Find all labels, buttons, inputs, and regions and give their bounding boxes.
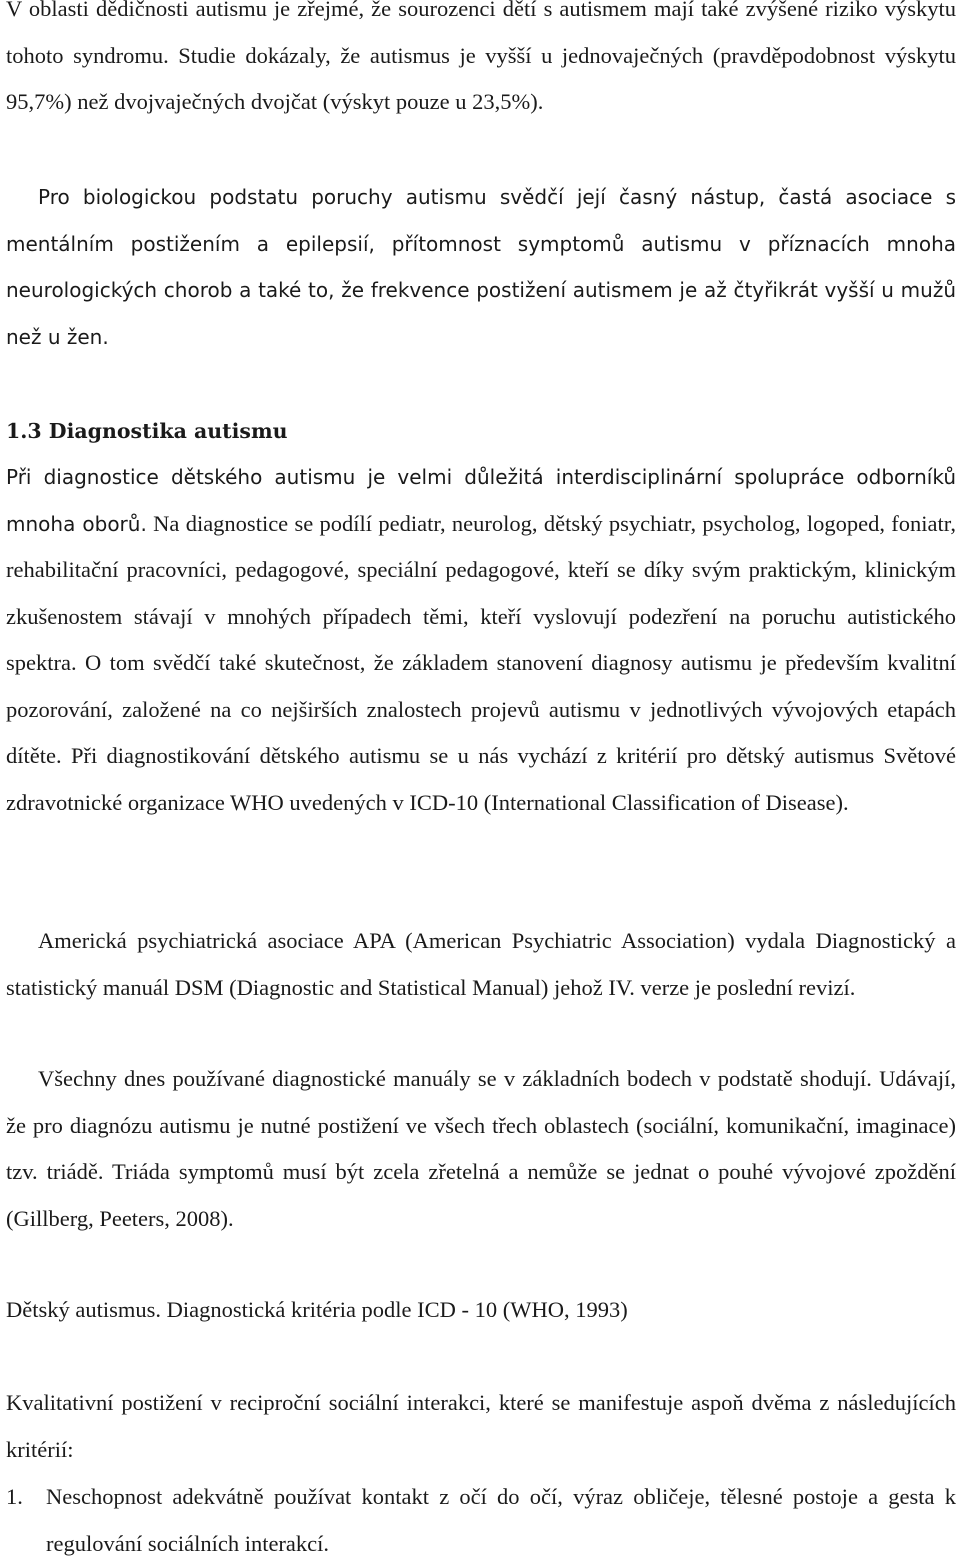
section-heading-diagnostics: 1.3 Diagnostika autismu [6,419,288,443]
paragraph-diagnostics-intro: Při diagnostice dětského autismu je velmi důležitá interdisciplinární spolupráce odborníků mnoha oborů. [6,465,956,536]
paragraph-biological-basis: Pro biologickou podstatu poruchy autismu svědčí její časný nástup, častá asociace s mentálním postižením a epilepsií, přítomnost symptomů autismu v příznacích mnoha neurologických chorob a také to, že frekvence postižení autismem je až čtyřikrát vyšší u mužů než u žen. [6,185,956,349]
paragraph-diagnostics [6,454,956,826]
list-item-number: 1. [6,1484,23,1509]
paragraph-heredity: V oblasti dědičnosti autismu je zřejmé, že sourozenci dětí s autismem mají také zvýšené riziko výskytu tohoto syndromu. Studie dokázaly, že autismus je vyšší u jednovaječných (pravděpodobnost výskytu 95,7%) než dvojvaječných dvojčat (výskyt pouze u 23,5%). [6,0,956,114]
paragraph-qualitative-impairment: Kvalitativní postižení v reciproční sociální interakci, které se manifestuje aspoň dvěma z následujících kritérií: [6,1390,956,1462]
paragraph-manuals: Všechny dnes používané diagnostické manuály se v základních bodech v podstatě shodují. Udávají, že pro diagnózu autismu je nutné postižení ve všech třech oblastech (sociální, komunikační, imaginace) tzv. triádě. Triáda symptomů musí být zcela zřetelná a nemůže se jednat o pouhé vývojové zpoždění (Gillberg, Peeters, 2008). [6,1066,956,1231]
paragraph-diagnostics-body: Na diagnostice se podílí pediatr, neurolog, dětský psychiatr, psycholog, logoped, foniatr, rehabilitační pracovníci, pedagogové, speciální pedagogové, kteří se díky svým praktickým, klinickým zkušenostem stávají v mnohých případech těmi, kteří vyslovují podezření na poruchu autistického spektra. O tom svědčí také skutečnost, že základem stanovení diagnosy autismu je především kvalitní pozorování, založené na co nejširších znalostech projevů autismu v jednotlivých vývojových etapách dítěte. Při diagnostikování dětského autismu se u nás vychází z kritérií pro dětský autismus Světové zdravotnické organizace WHO uvedených v ICD-10 (International Classification of Disease). [6,510,957,815]
paragraph-apa: Americká psychiatrická asociace APA (American Psychiatric Association) vydala Diagnostický a statistický manuál DSM (Diagnostic and Statistical Manual) jehož IV. verze je poslední revizí. [6,928,956,1000]
paragraph-icd-criteria-title: Dětský autismus. Diagnostická kritéria podle ICD - 10 (WHO, 1993) [6,1297,628,1322]
list-item-text: Neschopnost adekvátně používat kontakt z očí do očí, výraz obličeje, tělesné postoje a gesta k regulování sociálních interakcí. [46,1484,956,1556]
list-item [6,1474,956,1567]
criteria-list [6,1474,956,1567]
